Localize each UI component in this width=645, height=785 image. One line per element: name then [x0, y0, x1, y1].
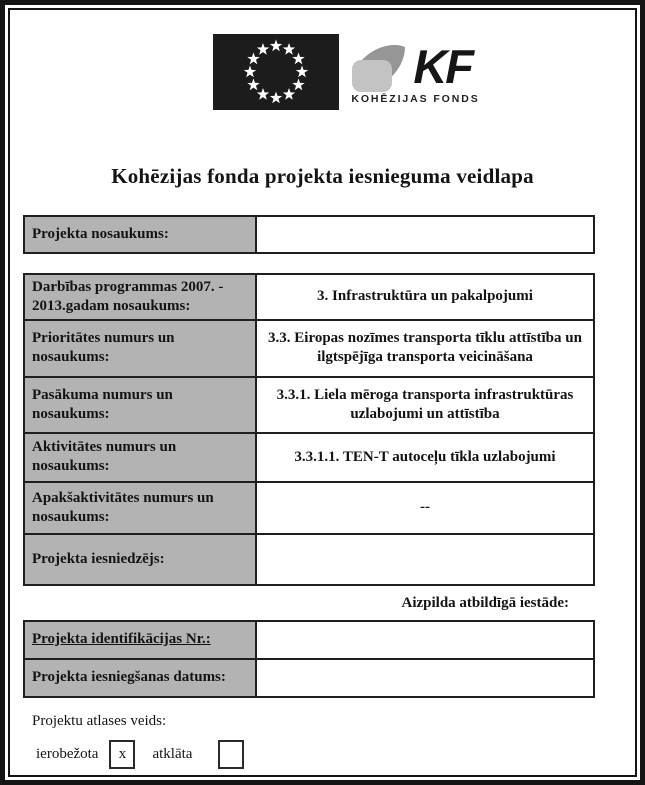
kf-swoosh-icon [351, 42, 407, 92]
eu-flag-icon [213, 34, 339, 110]
field-label: Apakšaktivitātes numurs un nosaukums: [24, 482, 256, 534]
kf-logo [351, 34, 479, 105]
field-value: 3. Infrastruktūra un pakalpojumi [256, 274, 594, 320]
authority-note: Aizpilda atbildīgā iestāde: [401, 594, 569, 611]
page-title: Kohēzijas fonda projekta iesnieguma veidlapa [111, 164, 534, 188]
option-label-open: atklāta [152, 745, 193, 762]
checkbox-restricted: x [109, 740, 135, 769]
table-row [24, 320, 594, 377]
field-label: Aktivitātes numurs un nosaukums: [24, 433, 256, 482]
field-value: 3.3. Eiropas nozīmes transporta tīklu attīstība un ilgtspējīga transporta veicināšana [256, 320, 594, 377]
field-label: Pasākuma numurs un nosaukums: [24, 377, 256, 433]
project-id-label: Projekta identifikācijas Nr.: [32, 631, 211, 648]
table-row [24, 377, 594, 433]
field-value: 3.3.1.1. TEN-T autoceļu tīkla uzlabojumi [256, 433, 594, 482]
table-row [24, 274, 594, 320]
project-name-label: Projekta nosaukums: [24, 216, 256, 253]
checkbox-open [218, 740, 244, 769]
selection-label: Projektu atlases veids: [32, 712, 167, 729]
field-value: 3.3.1. Liela mēroga transporta infrastruktūras uzlabojumi un attīstība [256, 377, 594, 433]
table-row [24, 433, 594, 482]
selection-section [23, 713, 635, 769]
field-label: Prioritātes numurs un nosaukums: [24, 320, 256, 377]
table-row [24, 216, 594, 253]
field-value [256, 534, 594, 585]
field-label [24, 621, 256, 659]
logo-header [34, 34, 637, 114]
field-value [256, 659, 594, 697]
table-row [24, 482, 594, 534]
field-label: Projekta iesniedzējs: [24, 534, 256, 585]
table-row [24, 659, 594, 697]
kf-tagline: KOHĒZIJAS FONDS [351, 93, 480, 105]
table-row [24, 534, 594, 585]
field-value [256, 621, 594, 659]
programme-table [23, 273, 595, 586]
table-row [24, 621, 594, 659]
option-label-restricted: ierobežota [36, 745, 99, 762]
field-value: -- [256, 482, 594, 534]
field-label: Darbības programmas 2007. - 2013.gadam nosaukums: [24, 274, 256, 320]
page-inner-frame [8, 8, 637, 777]
project-name-value [256, 216, 594, 253]
selection-options [23, 740, 635, 769]
field-label: Projekta iesniegšanas datums: [24, 659, 256, 697]
authority-table [23, 620, 595, 698]
project-name-table [23, 215, 595, 254]
kf-initials: KF [413, 40, 473, 93]
